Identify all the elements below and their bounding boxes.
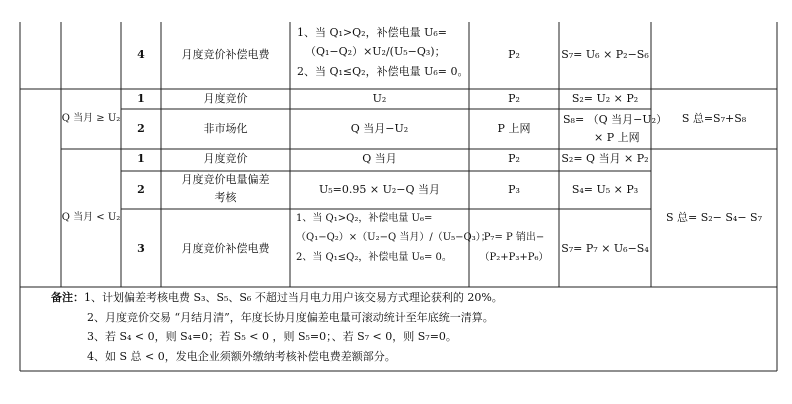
group3-row2-price: P₃ [508,183,520,196]
group3-row3-fee: S₇= P₇ × U₆−S₄ [561,242,649,255]
group3-row2-fee: S₄= U₅ × P₃ [571,183,639,196]
row1-formula-line1: 1、当 Q₁>Q₂，补偿电量 U₆= [297,26,447,39]
group3-row3-formula-line3: 2、当 Q₁≤Q₂，补偿电量 U₆= 0。 [296,252,452,263]
note-4: 4、如 S 总 < 0，发电企业须额外缴纳考核补偿电费差额部分。 [87,349,396,363]
row1-no: 4 [137,48,145,61]
row1-formula-line2: （Q₁−Q₂）×U₂/(U₅−Q₃)； [305,45,446,58]
group3-row3-price-line1: P₇= P 销出− [483,232,545,243]
group2-row1-price: P₂ [508,92,520,105]
group2-row1-formula: U₂ [372,92,387,105]
group3-row3-name: 月度竞价补偿电费 [181,242,270,255]
group3-row2-name-line2: 考核 [214,191,237,204]
row1-name: 月度竞价补偿电费 [181,48,270,61]
group2-row1-no: 1 [137,92,145,105]
group3-row1-no: 1 [137,152,145,165]
group3-row1-price: P₂ [508,152,520,165]
group2-total: S 总=S₇+S₈ [681,112,747,125]
note-2: 2、月度竞价交易 “月结月清”，年度长协月度偏差电量可滚动统计至年底统一清算。 [87,310,494,324]
group3-row1-formula: Q 当月 [362,152,397,165]
group3-row2-no: 2 [137,183,145,196]
group2-row2-price: P 上网 [497,122,531,135]
group2-row1-name: 月度竞价 [203,92,248,105]
group2-row2-name: 非市场化 [203,122,248,135]
group3-row3-formula-line1: 1、当 Q₁>Q₂，补偿电量 U₆= [296,213,433,224]
group3-condition: Q 当月 < U₂ [61,212,121,223]
group2-row1-fee: S₂= U₂ × P₂ [571,92,639,105]
group3-row1-fee: S₂= Q 当月 × P₂ [561,152,649,165]
group3-total: S 总= S₂− S₄− S₇ [665,211,762,224]
group2-row2-fee-line2: × P 上网 [594,131,640,144]
group2-row2-no: 2 [137,122,145,135]
group3-row2-formula: U₅=0.95 × U₂−Q 当月 [318,183,440,196]
group3-row3-price-line2: （P₂+P₃+P₆） [479,252,549,263]
notes-block [51,288,503,366]
row1-formula-line3: 2、当 Q₁≤Q₂，补偿电量 U₆= 0。 [297,65,469,78]
group3-row2-name-line1: 月度竞价电量偏差 [181,173,270,186]
row1-price: P₂ [508,48,520,61]
note-3: 3、若 S₄ < 0，则 S₄=0；若 S₅ < 0 ，则 S₅=0；、若 S₇ < 0，则 S₇=0。 [87,330,457,343]
group2-row2-formula: Q 当月−U₂ [350,122,409,135]
notes-label: 备注： [51,291,84,304]
group2-row2-fee-line1: S₈= （Q 当月−U₂） [563,113,668,126]
group3-row3-formula-line2: （Q₁−Q₂）×（U₂−Q 当月）/（U₅−Q₃）； [296,232,491,243]
group2-condition: Q 当月 ≥ U₂ [61,113,121,124]
group3-row3-no: 3 [137,242,145,255]
row1-fee: S₇= U₆ × P₂−S₆ [561,48,649,61]
group3-row1-name: 月度竞价 [203,152,248,165]
note-1: 1、计划偏差考核电费 S₃、S₅、S₆ 不超过当月电力用户该交易方式理论获利的 20%。 [84,291,503,304]
